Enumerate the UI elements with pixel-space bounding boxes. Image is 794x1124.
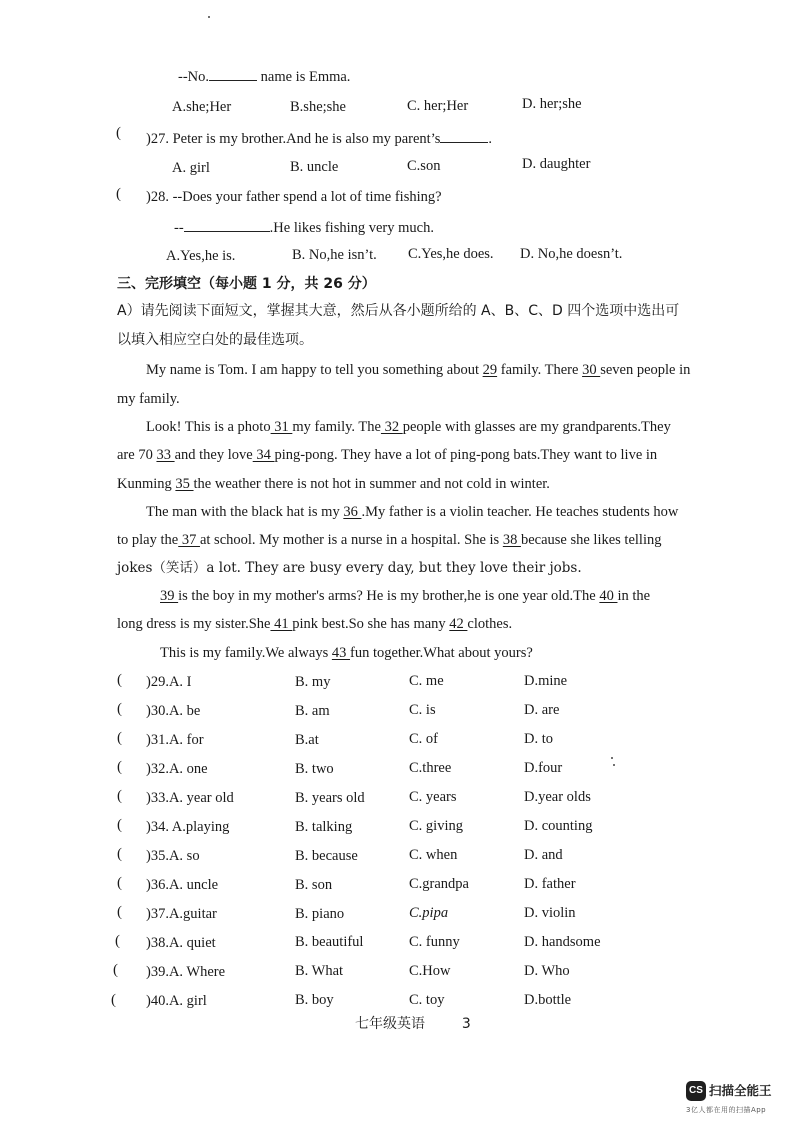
q34-option-c: C. giving	[409, 818, 463, 834]
passage-line-3: Look! This is a photo 31 my family. The 32 people with glasses are my grandparents.They	[146, 419, 671, 435]
scan-speck	[208, 16, 210, 18]
q28-option-b: B. No,he isn’t.	[292, 247, 377, 263]
q28-answer-paren[interactable]: (	[116, 186, 121, 202]
q28-answer-line: -- .He likes fishing very much.	[174, 217, 434, 237]
q34-option-a: )34. A.playing	[146, 819, 230, 835]
q28-option-d: D. No,he doesn’t.	[520, 246, 623, 262]
q39-option-b: B. What	[295, 963, 344, 979]
q35-option-a: )35.A. so	[146, 848, 200, 864]
q31-option-d: D. to	[524, 731, 553, 747]
scanner-app-name: 扫描全能王	[709, 1083, 772, 1098]
q37-option-c: C.pipa	[409, 905, 449, 921]
blank-42: 42	[449, 616, 468, 632]
q38-option-b: B. beautiful	[295, 934, 364, 950]
q34-option-d: D. counting	[524, 818, 593, 834]
q35-option-c: C. when	[409, 847, 458, 863]
q29-answer-paren[interactable]: (	[117, 672, 122, 688]
q27-question: )27. Peter is my brother.And he is also my parent’s .	[146, 128, 492, 148]
q32-answer-paren[interactable]: (	[117, 759, 122, 775]
scan-speck	[613, 764, 615, 766]
blank-37: 37	[178, 532, 200, 548]
q34-answer-paren[interactable]: (	[117, 817, 122, 833]
q36-option-d: D. father	[524, 876, 576, 892]
q27-option-b: B. uncle	[290, 159, 339, 175]
footer-page-number: 3	[461, 1016, 471, 1032]
q38-option-d: D. handsome	[524, 934, 601, 950]
blank-35: 35	[175, 476, 194, 492]
passage-line-8: jokes（笑话）a lot. They are busy every day, but they love their jobs.	[117, 560, 582, 576]
q30-option-d: D. are	[524, 702, 560, 718]
q26-option-c: C. her;Her	[407, 98, 469, 114]
q38-option-a: )38.A. quiet	[146, 935, 216, 951]
scanner-tagline: 3亿人都在用的扫描App	[686, 1106, 767, 1114]
q26-option-a: A.she;Her	[172, 99, 232, 115]
q38-answer-paren[interactable]: (	[115, 933, 120, 949]
footer-subject: 七年级英语	[355, 1016, 425, 1032]
blank-34: 34	[252, 447, 275, 463]
q36-option-c: C.grandpa	[409, 876, 469, 892]
passage-line-5: Kunming 35 the weather there is not hot in summer and not cold in winter.	[117, 476, 550, 492]
q26-option-d: D. her;she	[522, 96, 582, 112]
q40-option-b: B. boy	[295, 992, 334, 1008]
passage-line-4: are 70 33 and they love 34 ping-pong. They have a lot of ping-pong bats.They want to live in	[117, 447, 658, 463]
blank-40: 40	[599, 588, 618, 604]
q39-answer-paren[interactable]: (	[113, 962, 118, 978]
q40-option-d: D.bottle	[524, 992, 572, 1008]
q30-option-c: C. is	[409, 702, 436, 718]
q35-option-b: B. because	[295, 848, 358, 864]
q36-answer-paren[interactable]: (	[117, 875, 122, 891]
q29-option-d: D.mine	[524, 673, 568, 689]
q36-option-a: )36.A. uncle	[146, 877, 219, 893]
passage-line-1: My name is Tom. I am happy to tell you something about 29 family. There 30 seven people in	[146, 362, 691, 378]
q27-option-d: D. daughter	[522, 156, 591, 172]
q40-option-c: C. toy	[409, 992, 445, 1008]
passage-line-9: 39 is the boy in my mother's arms? He is my brother,he is one year old.The 40 in the	[160, 588, 651, 604]
q37-option-b: B. piano	[295, 906, 345, 922]
passage-line-11: This is my family.We always 43 fun together.What about yours?	[160, 645, 533, 661]
q29-option-b: B. my	[295, 674, 331, 690]
blank-39: 39	[160, 588, 179, 604]
q31-answer-paren[interactable]: (	[117, 730, 122, 746]
q27-option-a: A. girl	[172, 160, 210, 176]
q26-option-b: B.she;she	[290, 99, 346, 115]
q28-option-a: A.Yes,he is.	[166, 248, 236, 264]
q27-option-c: C.son	[407, 158, 441, 174]
blank-38: 38	[502, 532, 521, 548]
q37-answer-paren[interactable]: (	[117, 904, 122, 920]
q39-option-d: D. Who	[524, 963, 570, 979]
q28-option-c: C.Yes,he does.	[408, 246, 494, 262]
q28-question: )28. --Does your father spend a lot of time fishing?	[146, 189, 442, 205]
q34-option-b: B. talking	[295, 819, 353, 835]
q37-option-a: )37.A.guitar	[146, 906, 217, 922]
blank-36: 36	[343, 504, 362, 520]
blank-41: 41	[270, 616, 293, 632]
section-instruction-line1: A）请先阅读下面短文，掌握其大意，然后从各小题所给的 A、B、C、D 四个选项中选出可	[117, 303, 680, 319]
page-footer	[355, 1013, 471, 1033]
q32-option-c: C.three	[409, 760, 452, 776]
q35-answer-paren[interactable]: (	[117, 846, 122, 862]
q33-answer-paren[interactable]: (	[117, 788, 122, 804]
blank-32: 32	[380, 419, 403, 435]
q31-option-c: C. of	[409, 731, 438, 747]
passage-line-2: my family.	[117, 391, 180, 407]
q31-option-b: B.at	[295, 732, 319, 748]
q40-option-a: )40.A. girl	[146, 993, 207, 1009]
q38-option-c: C. funny	[409, 934, 460, 950]
blank-33: 33	[156, 447, 175, 463]
q40-answer-paren[interactable]: (	[111, 992, 116, 1008]
q30-option-b: B. am	[295, 703, 330, 719]
passage-line-7: to play the 37 at school. My mother is a nurse in a hospital. She is 38 because she likes telling	[117, 532, 662, 548]
blank-31: 31	[270, 419, 293, 435]
q27-answer-paren[interactable]: (	[116, 125, 121, 141]
blank-30: 30	[582, 362, 601, 378]
blank-29: 29	[482, 362, 498, 378]
q26-prompt: --No. name is Emma.	[178, 66, 350, 86]
passage-line-6: The man with the black hat is my 36 .My father is a violin teacher. He teaches students how	[146, 504, 679, 520]
q35-option-d: D. and	[524, 847, 563, 863]
q33-option-b: B. years old	[295, 790, 365, 806]
q30-answer-paren[interactable]: (	[117, 701, 122, 717]
q33-option-d: D.year olds	[524, 789, 591, 805]
q33-option-a: )33.A. year old	[146, 790, 234, 806]
q33-option-c: C. years	[409, 789, 457, 805]
q39-option-c: C.How	[409, 963, 451, 979]
q32-option-d: D.four	[524, 760, 563, 776]
section-heading: 三、完形填空（每小题 1 分，共 26 分）	[117, 276, 376, 292]
blank-43: 43	[331, 645, 350, 661]
q37-option-d: D. violin	[524, 905, 576, 921]
q36-option-b: B. son	[295, 877, 333, 893]
passage-line-10: long dress is my sister.She 41 pink best.So she has many 42 clothes.	[117, 616, 513, 632]
q31-option-a: )31.A. for	[146, 732, 204, 748]
q29-option-a: )29.A. I	[146, 674, 192, 690]
q32-option-a: )32.A. one	[146, 761, 208, 777]
q29-option-c: C. me	[409, 673, 444, 689]
camscanner-logo-icon: CS	[686, 1081, 706, 1101]
section-instruction-line2: 以填入相应空白处的最佳选项。	[117, 332, 313, 348]
q32-option-b: B. two	[295, 761, 334, 777]
q30-option-a: )30.A. be	[146, 703, 201, 719]
scan-speck	[611, 757, 613, 759]
q39-option-a: )39.A. Where	[146, 964, 226, 980]
